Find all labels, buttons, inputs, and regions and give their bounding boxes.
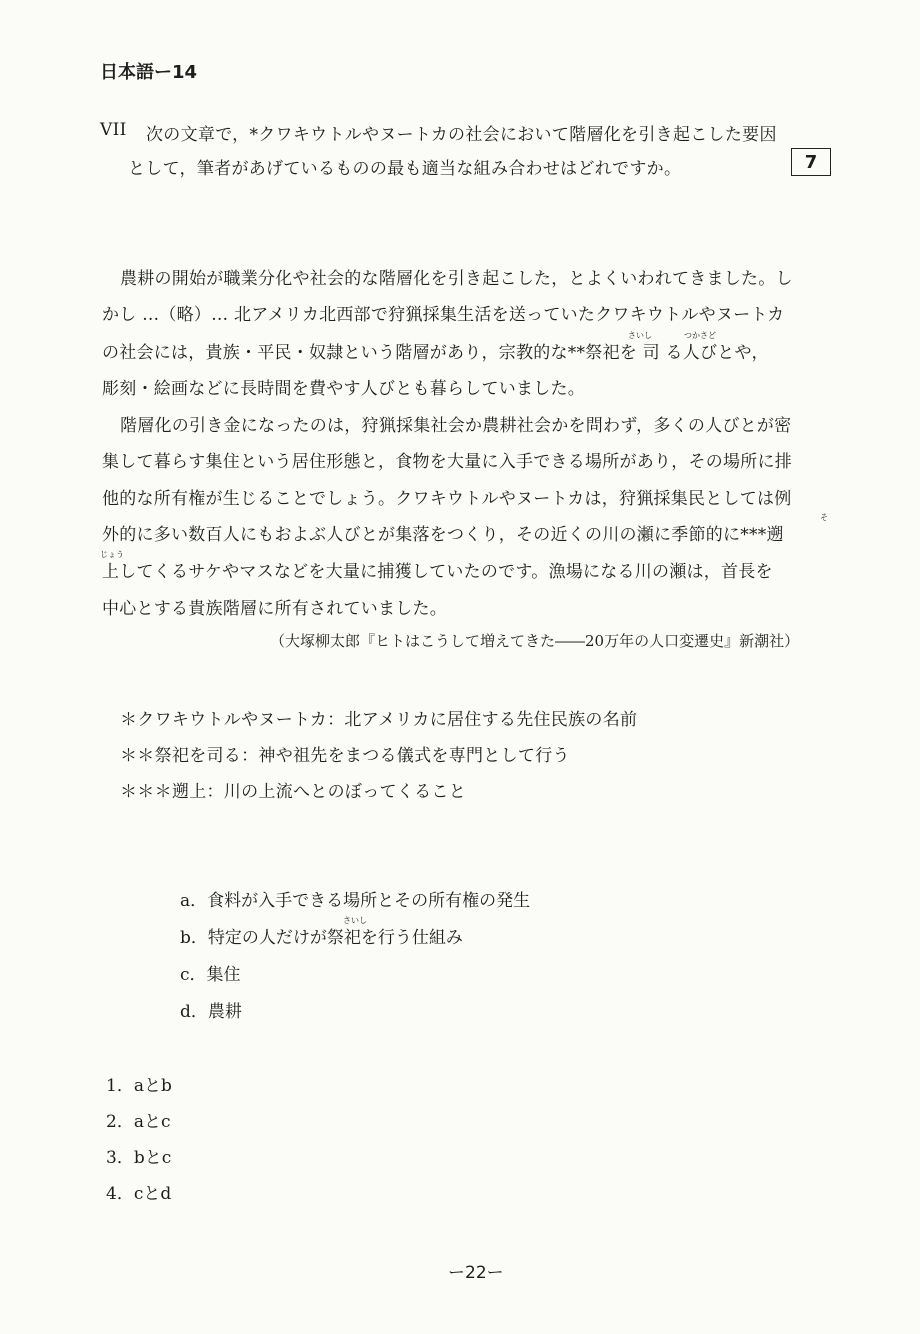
option-text: 農耕 (207, 1002, 242, 1022)
passage-line: 上してくるサケやマスなどを大量に捕獲していたのです。漁場になる川の瀬は，首長を (102, 562, 773, 582)
page-header: 日本語ー14 (100, 62, 198, 83)
option-item (180, 997, 242, 1022)
footnote: ＊＊祭祀を司る：神や祖先をまつる儀式を専門として行う (120, 746, 570, 766)
choice-item (106, 1107, 170, 1132)
option-text: 特定の人だけが祭祀を行う仕組み (207, 928, 463, 948)
footnote: ＊＊＊遡上：川の上流へとのぼってくること (120, 782, 466, 802)
choice-label: 2． (106, 1112, 134, 1132)
option-label: c． (180, 965, 207, 985)
choice-text: aとb (133, 1076, 172, 1096)
page-number: ー22ー (448, 1263, 504, 1283)
choice-item (106, 1071, 172, 1096)
choice-label: 3． (106, 1148, 134, 1168)
option-text: 集住 (206, 965, 241, 985)
choice-label: 1． (106, 1076, 134, 1096)
question-number: VII (100, 120, 127, 140)
passage-line: かし …（略）… 北アメリカ北西部で狩猟採集生活を送っていたクワキウトルやヌートカ (102, 305, 785, 325)
answer-box: 7 (791, 148, 831, 176)
passage-line: 階層化の引き金になったのは，狩猟採集社会か農耕社会かを問わず，多くの人びとが密 (120, 416, 792, 436)
option-label: d． (180, 1002, 208, 1022)
choice-item (106, 1143, 171, 1168)
passage-line: 農耕の開始が職業分化や社会的な階層化を引き起こした，とよくいわれてきました。し (120, 269, 793, 289)
ruby-saishi-option: さいし (343, 916, 367, 925)
passage-line: の社会には，貴族・平民・奴隷という階層があり，宗教的な**祭祀を 司 る人びとや， (102, 343, 769, 363)
option-label: b． (180, 928, 208, 948)
ruby-so: そ (820, 513, 828, 522)
question-line-2: として，筆者があげているものの最も適当な組み合わせはどれですか。 (128, 159, 682, 179)
choice-text: aとc (133, 1112, 171, 1132)
ruby-jou: じょう (100, 550, 124, 559)
option-item (180, 886, 530, 911)
footnote: ＊クワキウトルやヌートカ：北アメリカに居住する先住民族の名前 (120, 710, 638, 730)
passage-line: 集して暮らす集住という居住形態と，食物を大量に入手できる場所があり，その場所に排 (102, 452, 792, 472)
passage-line: 彫刻・絵画などに長時間を費やす人びとも暮らしていました。 (102, 379, 585, 399)
source-citation: （大塚柳太郎『ヒトはこうして増えてきた――20万年の人口変遷史』新潮社） (270, 632, 800, 650)
option-item (180, 960, 241, 985)
option-item (180, 923, 463, 948)
passage-line: 他的な所有権が生じることでしょう。クワキウトルやヌートカは，狩猟採集民としては例 (102, 489, 792, 509)
ruby-tsukasadoru: つかさど (684, 331, 716, 340)
choice-text: bとc (133, 1148, 172, 1168)
option-text: 食料が入手できる場所とその所有権の発生 (207, 891, 531, 911)
question-line-1: 次の文章で，*クワキウトルやヌートカの社会において階層化を引き起こした要因 (146, 125, 777, 145)
ruby-saishi: さいし (628, 331, 652, 340)
passage-line: 外的に多い数百人にもおよぶ人びとが集落をつくり，その近くの川の瀬に季節的に***遡 (102, 525, 784, 545)
choice-label: 4． (106, 1184, 134, 1204)
option-label: a． (180, 891, 208, 911)
passage-line: 中心とする貴族階層に所有されていました。 (102, 599, 447, 619)
choice-text: cとd (133, 1184, 172, 1204)
choice-item (106, 1179, 171, 1204)
